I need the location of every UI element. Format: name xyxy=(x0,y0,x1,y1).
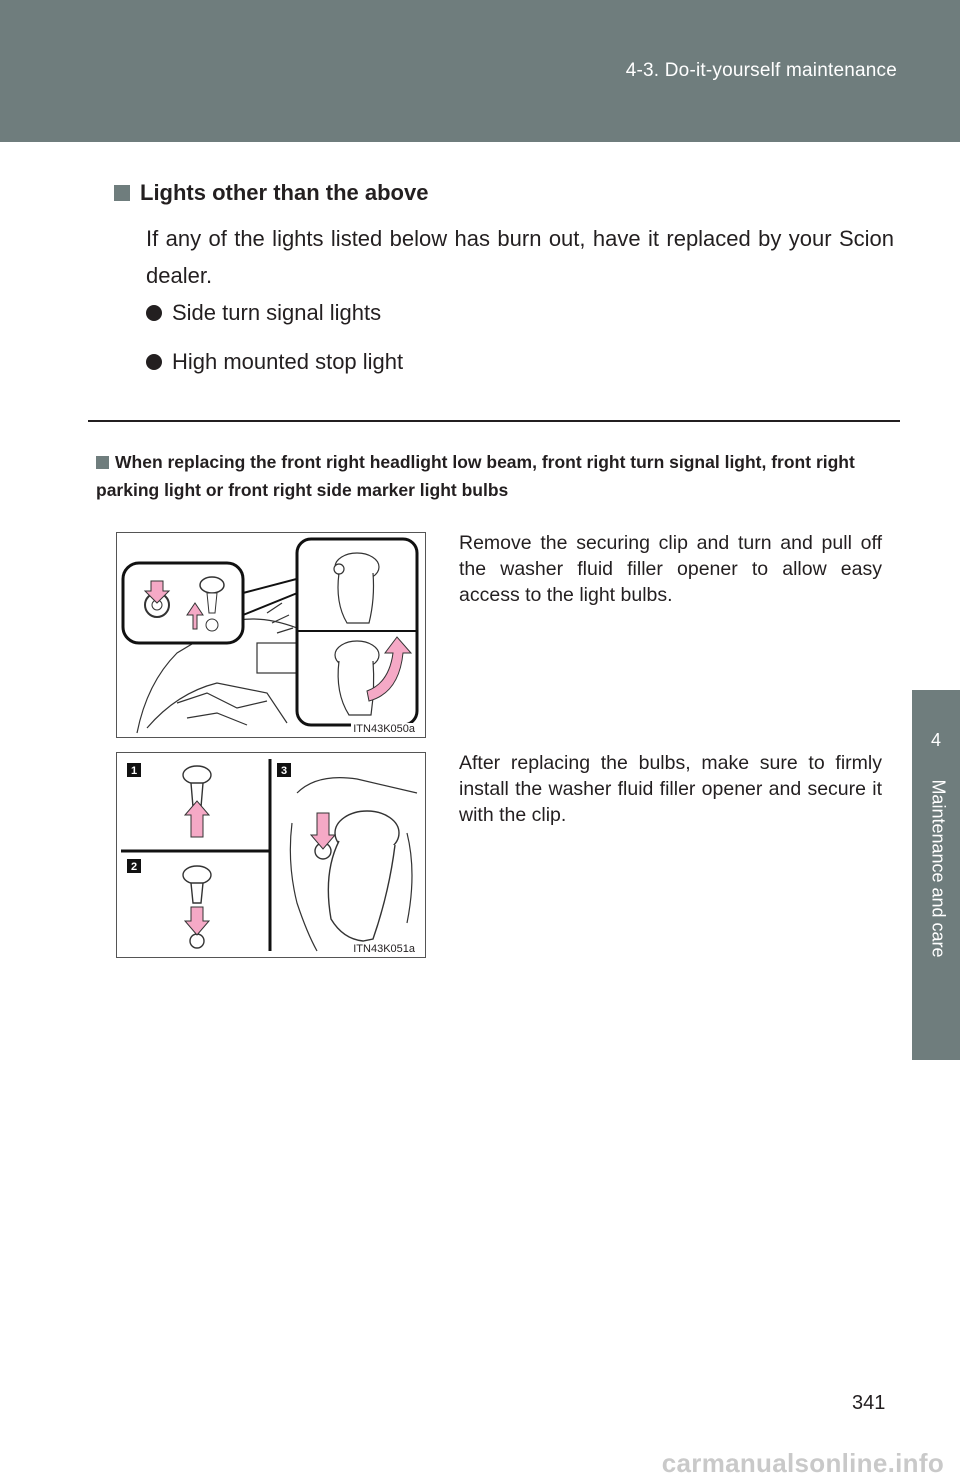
watermark[interactable]: carmanualsonline.info xyxy=(661,1448,944,1478)
list-item-text: High mounted stop light xyxy=(172,349,404,374)
section-heading-text: Lights other than the above xyxy=(140,180,429,205)
clip-callout xyxy=(123,563,243,643)
figure-description: After replacing the bulbs, make sure to firmly install the washer fluid filler opener and secure it with the clip. xyxy=(459,752,882,826)
arrow-down-icon xyxy=(311,813,335,849)
engine-bay-illustration xyxy=(117,533,425,737)
arrow-down-icon xyxy=(185,907,209,935)
divider xyxy=(88,420,900,422)
square-bullet-icon xyxy=(114,185,130,201)
figure-code: ITN43K050a xyxy=(353,723,415,735)
section-heading xyxy=(114,180,428,206)
list-item-text: Side turn signal lights xyxy=(172,300,382,325)
chapter-number: 4 xyxy=(930,730,941,750)
square-bullet-icon xyxy=(96,456,109,469)
bullet-dot-icon xyxy=(146,354,162,370)
figure-remove-clip xyxy=(116,532,426,738)
arrow-up-icon xyxy=(185,801,209,837)
note-heading xyxy=(96,448,896,504)
section-paragraph: If any of the lights listed below has burn out, have it replaced by your Scion dealer. xyxy=(146,226,894,288)
figure-code: ITN43K051a xyxy=(353,943,415,955)
header-band xyxy=(0,0,960,142)
list-item xyxy=(146,300,381,326)
chapter-tab xyxy=(912,690,960,1060)
section-title: 4-3. Do-it-yourself maintenance xyxy=(625,60,897,81)
figure-description: Remove the securing clip and turn and pull off the washer fluid filler opener to allow easy access to the light bulbs. xyxy=(459,532,882,606)
step-3-label: 3 xyxy=(280,765,288,777)
note-heading-text: When replacing the front right headlight low beam, front right turn signal light, front right parking light or front right side marker light bulbs xyxy=(96,452,855,500)
chapter-label: Maintenance and care xyxy=(928,779,949,958)
list-item xyxy=(146,349,403,375)
bullet-dot-icon xyxy=(146,305,162,321)
page-number: 341 xyxy=(852,1392,886,1414)
clip-install-illustration xyxy=(117,753,425,957)
step-1-label: 1 xyxy=(130,765,138,777)
step-2-label: 2 xyxy=(130,861,138,873)
figure-install-clip xyxy=(116,752,426,958)
